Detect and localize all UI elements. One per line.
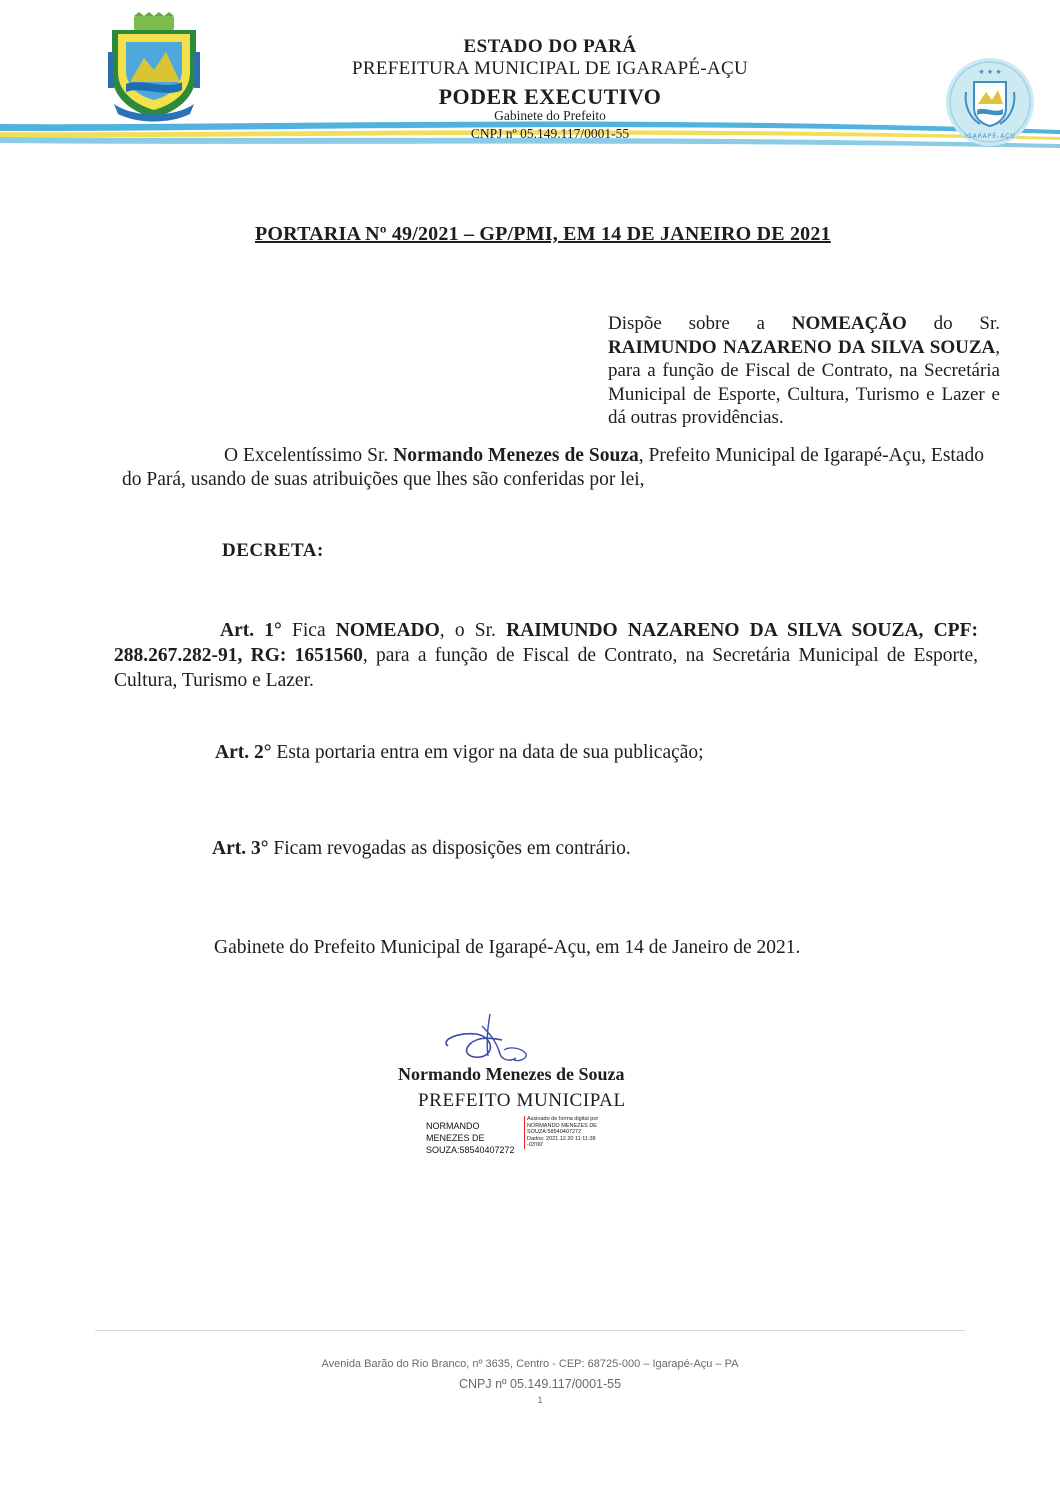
- footer-address: Avenida Barão do Rio Branco, nº 3635, Centro - CEP: 68725-000 – Igarapé-Açu – PA: [321, 1358, 739, 1370]
- handwritten-signature-icon: [430, 1010, 550, 1072]
- ementa: Dispõe sobre a NOMEAÇÃO do Sr. RAIMUNDO NAZARENO DA SILVA SOUZA, para a função de Fiscal de Contrato, na Secretária Municipal de Esporte, Cultura, Turismo e Lazer e dá outras providências.: [608, 313, 1000, 428]
- digital-signature-name: NORMANDO MENEZES DE SOUZA:58540407272: [426, 1121, 515, 1155]
- header-office: Gabinete do Prefeito: [494, 108, 606, 123]
- signatory-name: Normando Menezes de Souza: [398, 1064, 625, 1084]
- article-2: Art. 2° Esta portaria entra em vigor na data de sua publicação;: [215, 742, 704, 763]
- decreta-heading: DECRETA:: [222, 540, 324, 561]
- header-municipality: PREFEITURA MUNICIPAL DE IGARAPÉ-AÇU: [352, 58, 748, 79]
- article-1: Art. 1° Fica NOMEADO, o Sr. RAIMUNDO NAZARENO DA SILVA SOUZA, CPF: 288.267.282-91, RG: 1651560, para a função de Fiscal de Contrato, na Secretária Municipal de Esporte, Cultura, Turismo e Lazer.: [114, 620, 978, 691]
- svg-text:★ ★ ★: ★ ★ ★: [978, 68, 1002, 76]
- digital-signature-details: Assinado de forma digital por NORMANDO MENEZES DE SOUZA:58540407272 Dados: 2021.12.20 11:11:38 -03'00': [524, 1116, 627, 1149]
- footer-divider: [95, 1330, 965, 1331]
- closing-line: Gabinete do Prefeito Municipal de Igarapé-Açu, em 14 de Janeiro de 2021.: [214, 937, 801, 958]
- municipal-seal-icon: [944, 52, 1036, 154]
- document-title: PORTARIA Nº 49/2021 – GP/PMI, EM 14 DE JANEIRO DE 2021: [255, 223, 831, 245]
- preamble: O Excelentíssimo Sr. Normando Menezes de Souza, Prefeito Municipal de Igarapé-Açu, Estado do Pará, usando de suas atribuições que lhes são conferidas por lei,: [122, 445, 984, 490]
- seal-label: IGARAPÉ-AÇU: [964, 133, 1016, 140]
- footer-cnpj: CNPJ nº 05.149.117/0001-55: [458, 1377, 622, 1391]
- header-branch: PODER EXECUTIVO: [438, 84, 662, 109]
- article-3: Art. 3° Ficam revogadas as disposições em contrário.: [212, 838, 631, 859]
- page-number: 1: [537, 1395, 543, 1405]
- signatory-role: PREFEITO MUNICIPAL: [418, 1090, 626, 1111]
- header-state: ESTADO DO PARÁ: [463, 36, 637, 57]
- header-cnpj: CNPJ nº 05.149.117/0001-55: [470, 126, 630, 141]
